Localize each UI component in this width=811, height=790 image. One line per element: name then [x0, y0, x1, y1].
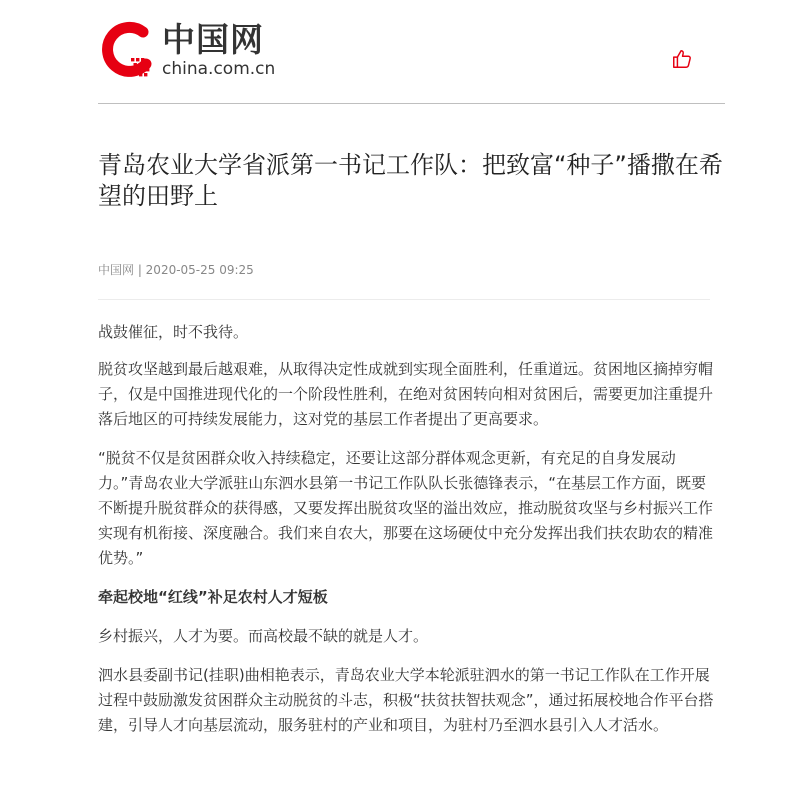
article-body	[98, 320, 715, 738]
logo-domain: china.com.cn	[162, 59, 276, 79]
section-heading: 牵起校地“红线”补足农村人才短板	[98, 588, 328, 606]
paragraph: 乡村振兴，人才为要。而高校最不缺的就是人才。	[98, 627, 429, 645]
site-logo[interactable]	[98, 20, 278, 82]
paragraph: “脱贫不仅是贫困群众收入持续稳定，还要让这部分群体观念更新，有充足的自身发展动力。”青岛农业大学派驻山东泗水县第一书记工作队队长张德锋表示，“在基层工作方面，既要不断提升脱贫群众的获得感，又要发挥出脱贫攻坚的溢出效应，推动脱贫攻坚与乡村振兴工作实现有机衔接、深度融合。我们来自农大，那要在这场硬仗中充分发挥出我们扶农助农的精准优势。”	[98, 449, 714, 567]
china-net-logo-icon	[98, 20, 160, 82]
paragraph: 泗水县委副书记(挂职)曲相艳表示，青岛农业大学本轮派驻泗水的第一书记工作队在工作开展过程中鼓励激发贫困群众主动脱贫的斗志，积极“扶贫扶智扶观念”，通过拓展校地合作平台搭建，引导人才向基层流动，服务驻村的产业和项目，为驻村乃至泗水县引入人才活水。	[98, 666, 714, 734]
paragraph: 脱贫攻坚越到最后越艰难，从取得决定性成就到实现全面胜利，任重道远。贫困地区摘掉穷帽子，仅是中国推进现代化的一个阶段性胜利，在绝对贫困转向相对贫困后，需要更加注重提升落后地区的可持续发展能力，这对党的基层工作者提出了更高要求。	[98, 360, 714, 428]
site-header	[0, 0, 811, 104]
meta-divider	[98, 299, 710, 300]
thumbs-up-icon[interactable]	[671, 48, 693, 70]
article-title: 青岛农业大学省派第一书记工作队：把致富“种子”播撒在希望的田野上	[98, 151, 723, 210]
paragraph: 战鼓催征，时不我待。	[98, 323, 249, 341]
article-meta: 中国网 | 2020-05-25 09:25	[98, 263, 254, 277]
logo-chinese-name: 中国网	[162, 20, 264, 59]
header-divider	[98, 103, 725, 104]
